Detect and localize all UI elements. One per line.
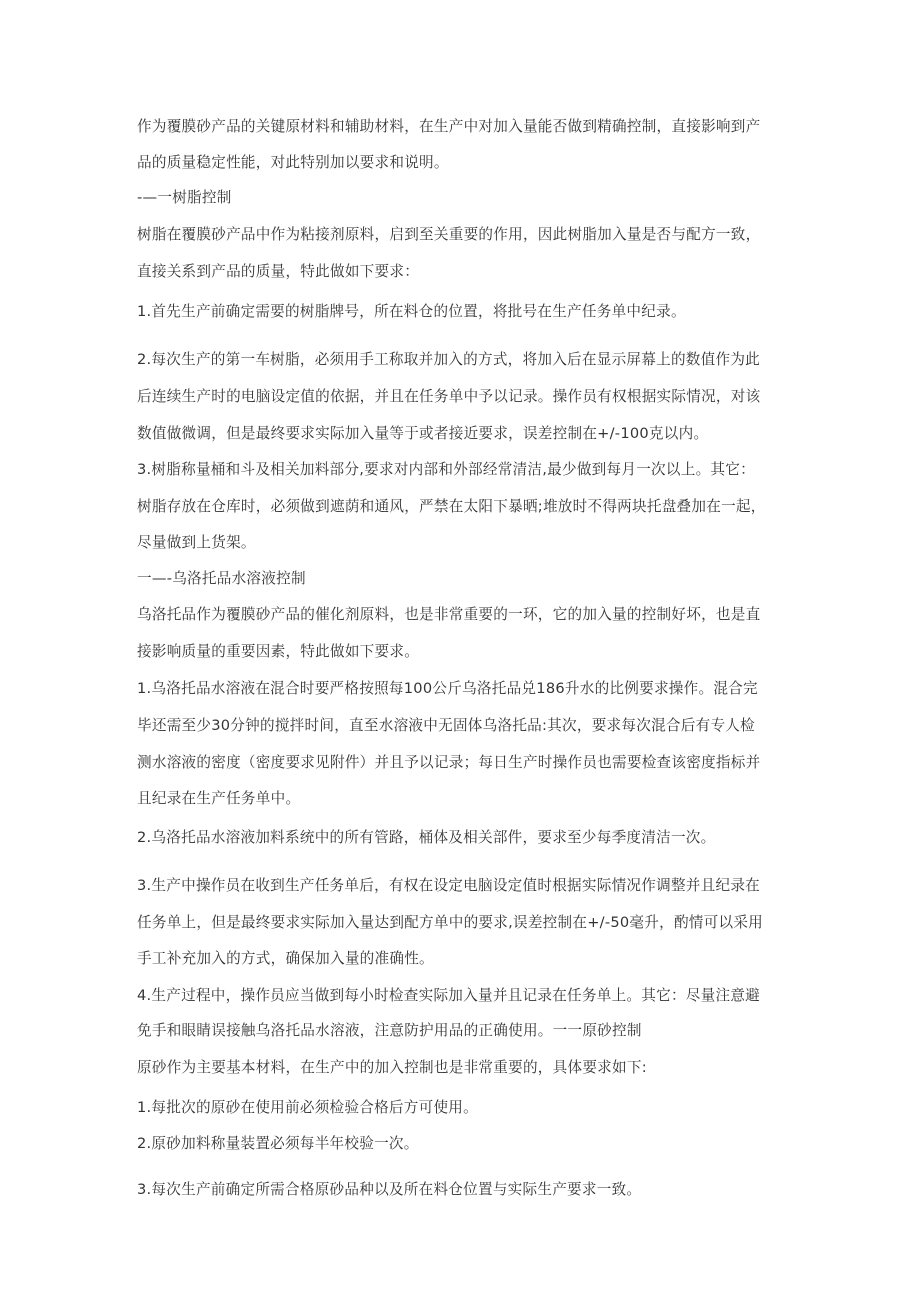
section-heading-resin: -—一树脂控制 xyxy=(137,189,232,206)
resin-item-2-line-1: 2.每次生产的第一车树脂，必须用手工称取并加入的方式，将加入后在显示屏幕上的数值作为此 xyxy=(137,351,761,368)
sand-item-3: 3.每次生产前确定所需合格原砂品种以及所在料仓位置与实际生产要求一致。 xyxy=(137,1181,642,1198)
sand-item-1: 1.每批次的原砂在使用前必须检验合格后方可使用。 xyxy=(137,1099,478,1116)
resin-item-3-line-1: 3.树脂称量桶和斗及相关加料部分,要求对内部和外部经常清洁,最少做到每月一次以上。其它： xyxy=(137,461,755,478)
urotropine-item-3-line-1: 3.生产中操作员在收到生产任务单后，有权在设定电脑设定值时根据实际情况作调整并且纪录在 xyxy=(137,877,761,894)
resin-item-2-line-2: 后连续生产时的电脑设定值的依据，并且在任务单中予以记录。操作员有权根据实际情况，对该 xyxy=(137,388,761,405)
resin-item-1: 1.首先生产前确定需要的树脂牌号，所在料仓的位置，将批号在生产任务单中纪录。 xyxy=(137,303,686,320)
intro-line-2: 品的质量稳定性能，对此特别加以要求和说明。 xyxy=(137,154,449,171)
resin-item-3-line-3: 尽量做到上货架。 xyxy=(137,534,256,551)
sand-item-2: 2.原砂加料称量装置必须每半年校验一次。 xyxy=(137,1135,419,1152)
urotropine-item-4-line-2: 免手和眼睛误接触乌洛托品水溶液，注意防护用品的正确使用。一一原砂控制 xyxy=(137,1022,642,1039)
resin-item-3-line-2: 树脂存放在仓库时，必须做到遮荫和通风，严禁在太阳下暴晒;堆放时不得两块托盘叠加在一起， xyxy=(137,498,766,515)
urotropine-item-1-line-3: 测水溶液的密度（密度要求见附件）并且予以记录；每日生产时操作员也需要检查该密度指标并 xyxy=(137,754,761,771)
resin-intro-line-1: 树脂在覆膜砂产品中作为粘接剂原料，启到至关重要的作用，因此树脂加入量是否与配方一致， xyxy=(137,226,761,243)
urotropine-item-1-line-2: 毕还需至少30分钟的搅拌时间，直至水溶液中无固体乌洛托品:其次，要求每次混合后有专人检 xyxy=(137,717,755,734)
intro-line-1: 作为覆膜砂产品的关键原材料和辅助材料，在生产中对加入量能否做到精确控制，直接影响到产 xyxy=(137,118,761,135)
resin-item-2-line-3: 数值做微调，但是最终要求实际加入量等于或者接近要求，误差控制在+/-100克以内。 xyxy=(137,425,709,442)
urotropine-item-1-line-4: 且纪录在生产任务单中。 xyxy=(137,790,301,807)
urotropine-item-4-line-1: 4.生产过程中，操作员应当做到每小时检查实际加入量并且记录在任务单上。其它：尽量注意避 xyxy=(137,987,761,1004)
urotropine-item-3-line-2: 任务单上，但是最终要求实际加入量达到配方单中的要求,误差控制在+/-50毫升，酌情可以采用 xyxy=(137,914,764,931)
urotropine-item-1-line-1: 1.乌洛托品水溶液在混合时要严格按照每100公斤乌洛托品兑186升水的比例要求操作。混合完 xyxy=(137,680,758,697)
sand-intro: 原砂作为主要基本材料，在生产中的加入控制也是非常重要的，具体要求如下: xyxy=(137,1059,647,1076)
urotropine-intro-line-2: 接影响质量的重要因素，特此做如下要求。 xyxy=(137,643,420,660)
urotropine-item-2: 2.乌洛托品水溶液加料系统中的所有管路，桶体及相关部件，要求至少每季度清洁一次。 xyxy=(137,829,716,846)
resin-intro-line-2: 直接关系到产品的质量，特此做如下要求： xyxy=(137,263,420,280)
urotropine-intro-line-1: 乌洛托品作为覆膜砂产品的催化剂原料，也是非常重要的一环，它的加入量的控制好坏，也是直 xyxy=(137,606,761,623)
section-heading-urotropine: 一—-乌洛托品水溶液控制 xyxy=(137,570,306,587)
urotropine-item-3-line-3: 手工补充加入的方式，确保加入量的准确性。 xyxy=(137,950,434,967)
